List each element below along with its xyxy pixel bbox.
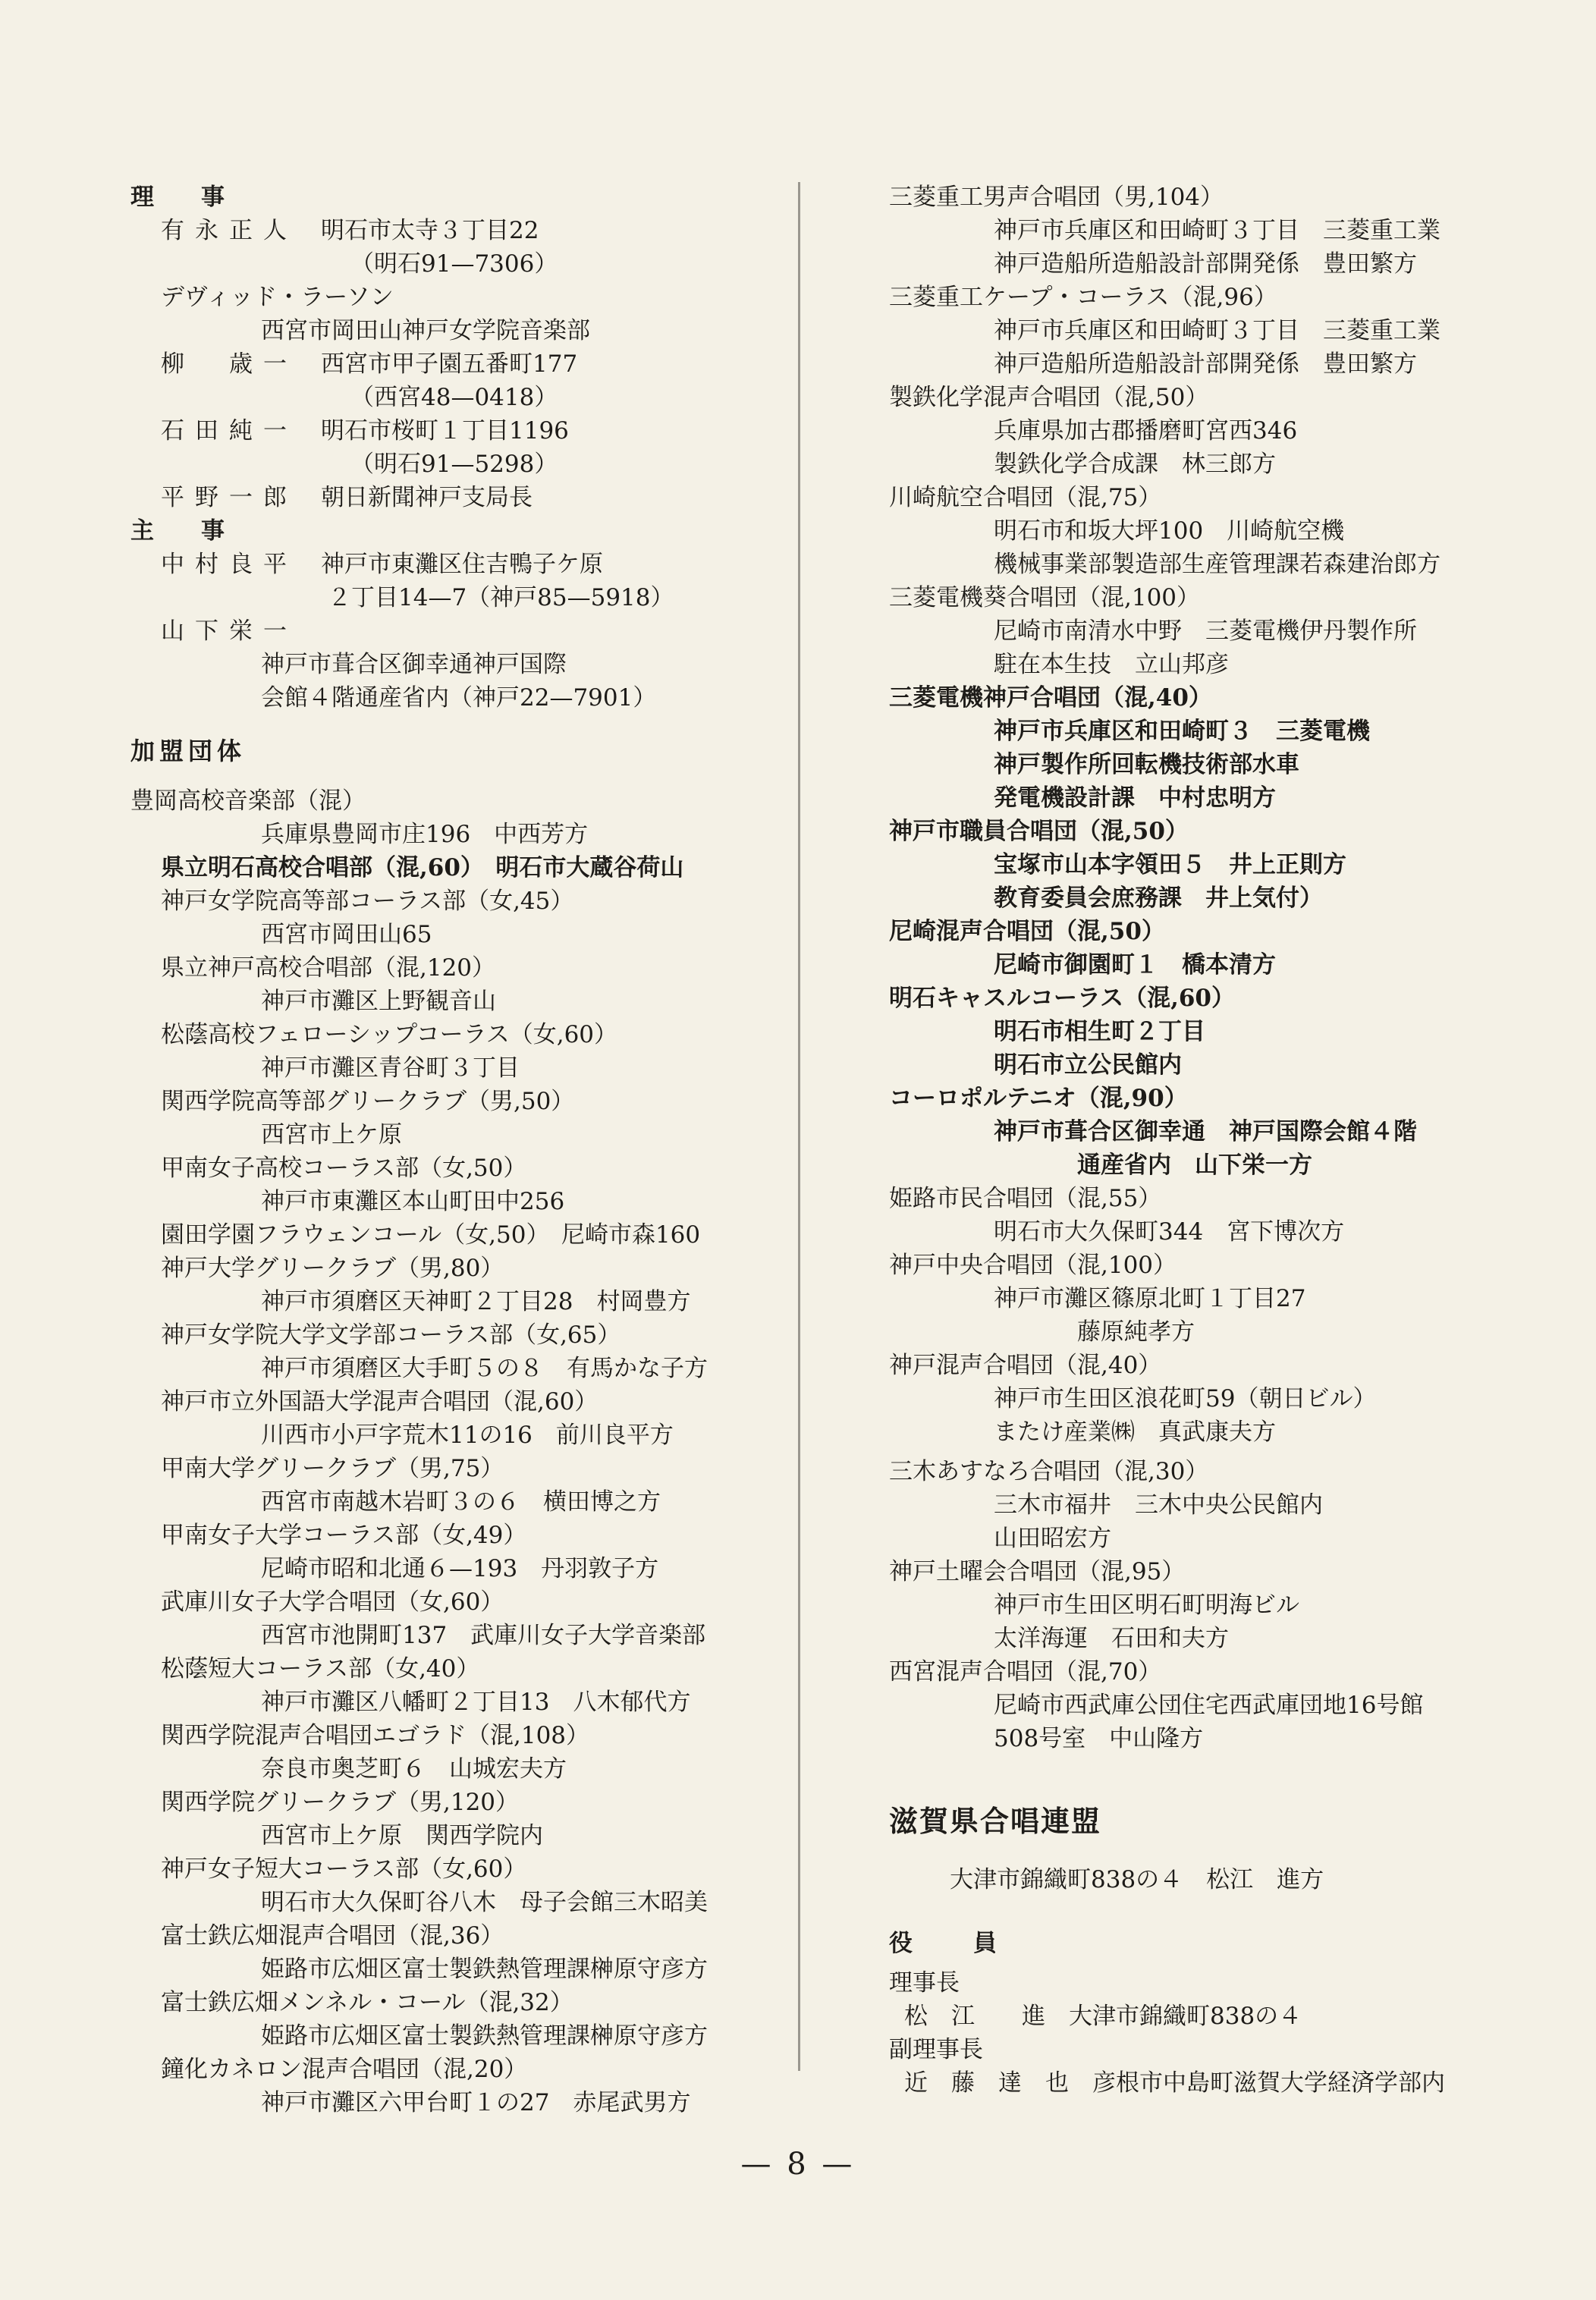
riji-entry xyxy=(130,214,798,247)
member-address: 製鉄化学合成課 林三郎方 xyxy=(994,451,1276,478)
member-name: 園田学園フラウェンコール（女,50） 尼崎市森160 xyxy=(161,1221,701,1249)
riji-entry xyxy=(130,481,798,514)
member-name: 関西学院高等部グリークラブ（男,50） xyxy=(161,1088,575,1115)
member-address: 駐在本生技 立山邦彦 xyxy=(994,651,1229,678)
member-name: 武庫川女子大学合唱団（女,60） xyxy=(161,1588,504,1616)
page-number: — 8 — xyxy=(740,2147,856,2182)
member-name: 神戸中央合唱団（混,100） xyxy=(889,1252,1177,1279)
shuji-address: 神戸市東灘区住吉鴨子ケ原 xyxy=(321,551,603,578)
member-address: 尼崎市南清水中野 三菱電機伊丹製作所 xyxy=(994,617,1417,645)
member-address: 姫路市広畑区富士製鉄熱管理課榊原守彦方 xyxy=(261,1956,708,1983)
member-address: 発電機設計課 中村忠明方 xyxy=(994,784,1276,812)
member-address: 西宮市上ケ原 xyxy=(261,1121,402,1148)
member-address: またけ産業㈱ 真武康夫方 xyxy=(994,1419,1276,1446)
riji-address: 西宮市岡田山神戸女学院音楽部 xyxy=(261,317,590,344)
member-address: 神戸市兵庫区和田崎町３ 三菱電機 xyxy=(994,718,1370,745)
riji-name: デヴィッド・ラーソン xyxy=(161,284,394,311)
member-name: 県立神戸高校合唱部（混,120） xyxy=(161,954,496,982)
member-name: 甲南女子大学コーラス部（女,49） xyxy=(161,1522,527,1549)
member-name: 神戸大学グリークラブ（男,80） xyxy=(161,1255,504,1282)
riji-address: 明石市桜町１丁目1196 xyxy=(321,417,569,445)
riji-address: 西宮市甲子園五番町177 xyxy=(321,350,578,378)
member-name: 鐘化カネロン混声合唱団（混,20） xyxy=(161,2056,528,2083)
member-name: 西宮混声合唱団（混,70） xyxy=(889,1658,1162,1686)
member-name: 県立明石高校合唱部（混,60） 明石市大蔵谷荷山 xyxy=(161,854,684,881)
shiga-heading: 滋賀県合唱連盟 xyxy=(889,1805,1102,1838)
member-name: 三菱電機葵合唱団（混,100） xyxy=(889,584,1201,611)
shuji-address-cont: ２丁目14—7（神戸85—5918） xyxy=(328,584,674,611)
member-address: 神戸製作所回転機技術部水車 xyxy=(994,751,1299,778)
member-name: 製鉄化学混声合唱団（混,50） xyxy=(889,384,1209,411)
member-address: 神戸市灘区上野観音山 xyxy=(261,988,496,1015)
member-address: 神戸市灘区篠原北町１丁目27 xyxy=(994,1285,1306,1312)
member-name: 関西学院混声合唱団エゴラド（混,108） xyxy=(161,1722,590,1749)
member-address: 姫路市広畑区富士製鉄熱管理課榊原守彦方 xyxy=(261,2022,708,2050)
shuji-address-cont: 会館４階通産省内（神戸22—7901） xyxy=(261,684,657,712)
riji-address: 明石市太寺３丁目22 xyxy=(321,217,539,244)
member-name: 神戸土曜会合唱団（混,95） xyxy=(889,1558,1186,1585)
member-address: 宝塚市山本字領田５ 井上正則方 xyxy=(994,851,1346,878)
member-address: 神戸造船所造船設計部開発係 豊田繁方 xyxy=(994,250,1417,278)
member-address: 明石市大久保町344 宮下博次方 xyxy=(994,1218,1345,1246)
member-address: 兵庫県豊岡市庄196 中西芳方 xyxy=(261,821,589,848)
member-address: 神戸市生田区浪花町59（朝日ビル） xyxy=(994,1385,1377,1412)
riji-phone: （明石91—7306） xyxy=(350,250,558,278)
member-name: 明石キャスルコーラス（混,60） xyxy=(889,985,1236,1012)
left-column xyxy=(130,181,798,2119)
member-name: 松蔭短大コーラス部（女,40） xyxy=(161,1655,480,1683)
riji-phone: （明石91—5298） xyxy=(350,451,558,478)
member-name: 甲南大学グリークラブ（男,75） xyxy=(161,1455,504,1482)
members-heading: 加盟団体 xyxy=(130,737,247,765)
member-name: 神戸市職員合唱団（混,50） xyxy=(889,818,1189,845)
shuji-entry xyxy=(130,548,798,581)
member-address: 神戸市須磨区大手町５の８ 有馬かな子方 xyxy=(261,1355,708,1382)
member-address: 明石市立公民館内 xyxy=(994,1051,1182,1079)
rijicho-entry: 松 江 進 大津市錦織町838の４ xyxy=(904,2003,1302,2030)
member-address: 明石市和坂大坪100 川崎航空機 xyxy=(994,517,1345,545)
member-address: 西宮市岡田山65 xyxy=(261,921,432,948)
member-list xyxy=(889,181,1557,1755)
member-name: 松蔭高校フェローシップコーラス（女,60） xyxy=(161,1021,618,1048)
riji-address: 朝日新聞神戸支局長 xyxy=(321,484,533,511)
member-address: 藤原純孝方 xyxy=(1077,1318,1195,1346)
member-name: 神戸混声合唱団（混,40） xyxy=(889,1352,1162,1379)
riji-entry xyxy=(130,414,798,448)
member-address: 508号室 中山隆方 xyxy=(994,1725,1204,1752)
member-name: 三菱重工男声合唱団（男,104） xyxy=(889,184,1224,211)
member-address: 山田昭宏方 xyxy=(994,1525,1111,1552)
riji-entry xyxy=(130,347,798,381)
shuji-heading: 主 事 xyxy=(130,517,225,545)
member-name: 富士鉄広畑メンネル・コール（混,32） xyxy=(161,1989,573,2016)
member-address: 明石市大久保町谷八木 母子会館三木昭美 xyxy=(261,1889,708,1916)
member-address: 三木市福井 三木中央公民館内 xyxy=(994,1491,1323,1519)
member-address: 機械事業部製造部生産管理課若森建治郎方 xyxy=(994,551,1440,578)
riji-phone: （西宮48—0418） xyxy=(350,384,558,411)
member-name: 川崎航空合唱団（混,75） xyxy=(889,484,1162,511)
member-address: 西宮市上ケ原 関西学院内 xyxy=(261,1822,543,1849)
member-address: 教育委員会庶務課 井上気付） xyxy=(994,884,1323,912)
yakuin-heading: 役 員 xyxy=(889,1930,1001,1957)
member-address: 太洋海運 石田和夫方 xyxy=(994,1625,1229,1652)
member-name: 三菱電機神戸合唱団（混,40） xyxy=(889,684,1212,712)
member-address: 神戸市灘区六甲台町１の27 赤尾武男方 xyxy=(261,2089,691,2116)
shuji-name: 山下栄一 xyxy=(161,617,297,645)
member-name: 神戸女学院高等部コーラス部（女,45） xyxy=(161,888,574,915)
member-name: 富士鉄広畑混声合唱団（混,36） xyxy=(161,1922,504,1950)
shuji-name: 中村良平 xyxy=(161,551,297,578)
member-name: 豊岡高校音楽部（混） xyxy=(130,787,366,815)
member-address: 神戸市兵庫区和田崎町３丁目 三菱重工業 xyxy=(994,217,1440,244)
member-address: 神戸市兵庫区和田崎町３丁目 三菱重工業 xyxy=(994,317,1440,344)
member-address: 神戸市須磨区天神町２丁目28 村岡豊方 xyxy=(261,1288,691,1315)
member-address: 神戸市灘区青谷町３丁目 xyxy=(261,1054,520,1082)
riji-name: 有永正人 xyxy=(161,217,297,244)
riji-heading: 理 事 xyxy=(130,184,225,211)
member-address: 神戸市生田区明石町明海ビル xyxy=(994,1591,1299,1619)
fukurijicho-label: 副理事長 xyxy=(889,2036,983,2063)
member-name: 三木あすなろ合唱団（混,30） xyxy=(889,1458,1209,1485)
member-address: 神戸市東灘区本山町田中256 xyxy=(261,1188,565,1215)
member-name: 姫路市民合唱団（混,55） xyxy=(889,1185,1162,1212)
member-address: 尼崎市御園町１ 橋本清方 xyxy=(994,951,1276,979)
shiga-address: 大津市錦織町838の４ 松江 進方 xyxy=(950,1866,1324,1893)
member-list xyxy=(130,784,798,2119)
riji-name: 柳 歳一 xyxy=(161,350,297,378)
fukurijicho-entry: 近 藤 達 也 彦根市中島町滋賀大学経済学部内 xyxy=(904,2069,1445,2097)
member-name: 三菱重工ケープ・コーラス（混,96） xyxy=(889,284,1277,311)
riji-name: 石田純一 xyxy=(161,417,297,445)
member-address: 尼崎市西武庫公団住宅西武庫団地16号館 xyxy=(994,1692,1424,1719)
member-address: 川西市小戸字荒木11の16 前川良平方 xyxy=(261,1422,674,1449)
member-name: 神戸女子短大コーラス部（女,60） xyxy=(161,1855,527,1883)
member-address: 明石市相生町２丁目 xyxy=(994,1018,1205,1045)
member-address: 神戸市葺合区御幸通 神戸国際会館４階 xyxy=(994,1118,1417,1145)
member-address: 神戸造船所造船設計部開発係 豊田繁方 xyxy=(994,350,1417,378)
member-name: 尼崎混声合唱団（混,50） xyxy=(889,918,1165,945)
member-name: 神戸女学院大学文学部コーラス部（女,65） xyxy=(161,1321,621,1349)
member-address: 兵庫県加古郡播磨町宮西346 xyxy=(994,417,1298,445)
member-address: 通産省内 山下栄一方 xyxy=(1077,1152,1312,1179)
rijicho-label: 理事長 xyxy=(889,1969,960,1997)
member-name: コーロポルテニオ（混,90） xyxy=(889,1085,1188,1112)
member-address: 尼崎市昭和北通６—193 丹羽敦子方 xyxy=(261,1555,659,1582)
member-address: 西宮市池開町137 武庫川女子大学音楽部 xyxy=(261,1622,706,1649)
member-address: 神戸市灘区八幡町２丁目13 八木郁代方 xyxy=(261,1689,691,1716)
member-name: 甲南女子高校コーラス部（女,50） xyxy=(161,1155,527,1182)
member-name: 関西学院グリークラブ（男,120） xyxy=(161,1789,520,1816)
column-divider xyxy=(798,182,800,2071)
shuji-address: 神戸市葺合区御幸通神戸国際 xyxy=(261,651,567,678)
member-name: 神戸市立外国語大学混声合唱団（混,60） xyxy=(161,1388,598,1416)
riji-name: 平野一郎 xyxy=(161,484,297,511)
member-address: 西宮市南越木岩町３の６ 横田博之方 xyxy=(261,1488,661,1516)
member-address: 奈良市奥芝町６ 山城宏夫方 xyxy=(261,1755,567,1783)
right-column xyxy=(889,181,1557,2100)
